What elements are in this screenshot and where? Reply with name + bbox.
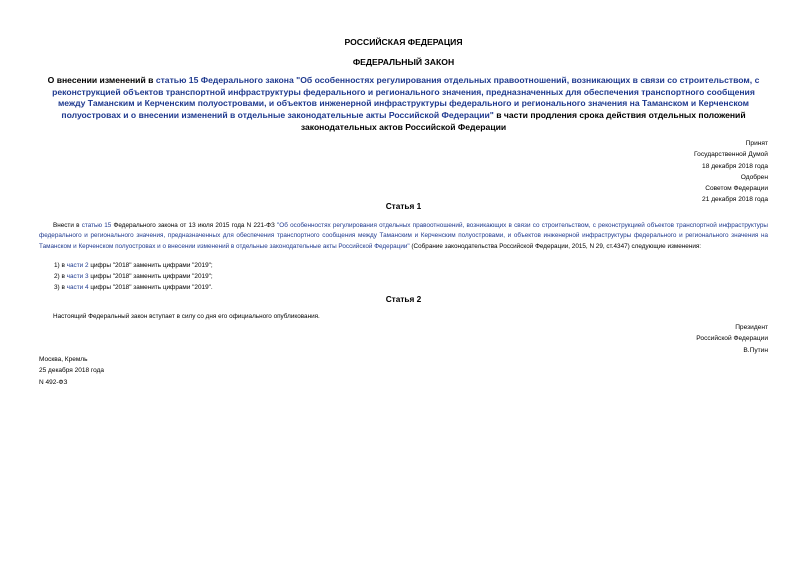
article-1-link-law[interactable]: "Об особенностях регулирования отдельных правоотношений, возникающих в связи со строительством, с реконструкцией объектов транспортной инфраструктуры федерального и регионального значения, предназначенных для обеспечения транспортного сообщения между Таманским и Керченским полуостровами, и объектов инженерной инфраструктуры федерального и регионального значения на Таманском и Керченском полуостровах и о внесении изменений в отдельные законодательные акты Российской Федерации" xyxy=(39,222,768,250)
article-1-item-1 xyxy=(54,262,213,269)
signature-line-1: Президент xyxy=(735,324,768,331)
place: Москва, Кремль xyxy=(39,356,88,363)
item-2-num: 2) в xyxy=(54,273,67,280)
adoption-line-2: Государственной Думой xyxy=(694,151,768,159)
article-1-heading: Статья 1 xyxy=(385,201,422,211)
article-1-suffix: (Собрание законодательства Российской Федерации, 2015, N 29, ст.4347) следующие изменения: xyxy=(409,242,702,250)
article-1-link-statute[interactable]: статью 15 xyxy=(81,222,112,229)
item-3-rest: цифры "2018" заменить цифрами "2019". xyxy=(88,284,213,291)
adoption-block xyxy=(694,138,768,206)
adoption-line-6: 21 декабря 2018 года xyxy=(702,196,768,204)
item-3-link[interactable]: части 4 xyxy=(66,284,89,291)
signature-line-3: В.Путин xyxy=(743,346,768,354)
article-1-mid: Федерального закона от 13 июля 2015 года N 221-ФЗ xyxy=(111,222,278,229)
law-number: N 492-ФЗ xyxy=(39,378,68,386)
item-1-rest: цифры "2018" заменить цифрами "2019"; xyxy=(88,262,213,269)
article-1-item-3 xyxy=(54,284,213,291)
title-prefix: О внесении изменений в xyxy=(47,75,156,85)
article-2-text xyxy=(39,312,768,322)
item-1-num: 1) в xyxy=(54,262,67,269)
adoption-line-3: 18 декабря 2018 года xyxy=(702,162,768,170)
adoption-line-5: Советом Федерации xyxy=(705,185,768,193)
date: 25 декабря 2018 года xyxy=(39,367,105,375)
title-link[interactable]: статью 15 Федерального закона "Об особенностях регулирования отдельных правоотношений, возникающих в связи со строительством, с реконструкцией объектов транспортной инфраструктуры федерального и регионального значения, предназначенных для обеспечения транспортного сообщения между Таманским и Керченским полуостровами, и объектов инженерной инфраструктуры федерального и регионального значения на Таманском и Керченском полуостровах и о внесении изменений в отдельные законодательные акты Российской Федерации" xyxy=(52,75,760,121)
item-2-rest: цифры "2018" заменить цифрами "2019"; xyxy=(88,273,213,280)
law-type-heading: ФЕДЕРАЛЬНЫЙ ЗАКОН xyxy=(352,57,455,67)
item-1-link[interactable]: части 2 xyxy=(66,262,89,269)
article-2-heading: Статья 2 xyxy=(385,294,422,304)
signature-block xyxy=(696,322,768,356)
adoption-line-1: Принят xyxy=(745,140,768,147)
item-2-link[interactable]: части 3 xyxy=(66,273,89,280)
article-1-prefix: Внести в xyxy=(53,222,82,229)
signature-line-2: Российской Федерации xyxy=(696,335,768,343)
adoption-line-4: Одобрен xyxy=(740,173,768,181)
title-suffix: в части продления срока действия отдельных положений законодательных актов Российской Федерации xyxy=(300,110,746,132)
law-title xyxy=(38,75,769,134)
country-heading: РОССИЙСКАЯ ФЕДЕРАЦИЯ xyxy=(344,37,463,47)
article-1-text xyxy=(39,221,768,252)
article-1-item-2 xyxy=(54,273,213,280)
item-3-num: 3) в xyxy=(54,284,67,291)
place-date-block xyxy=(39,354,104,388)
article-2-body: Настоящий Федеральный закон вступает в силу со дня его официального опубликования. xyxy=(53,313,320,320)
